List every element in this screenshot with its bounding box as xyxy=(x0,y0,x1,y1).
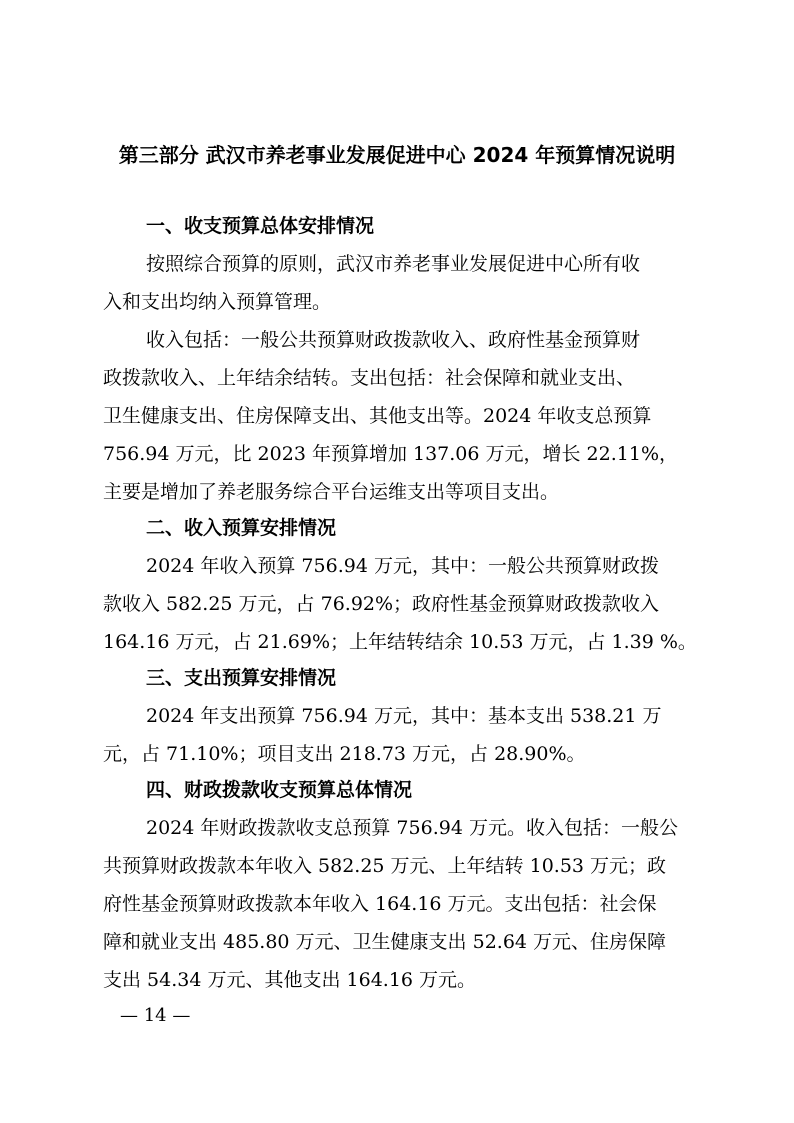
paragraph-line: 入和支出均纳入预算管理。 xyxy=(103,291,332,313)
paragraph-line: 2024 年财政拨款收支总预算 756.94 万元。收入包括：一般公 xyxy=(146,817,678,839)
paragraph-line: 卫生健康支出、住房保障支出、其他支出等。2024 年收支总预算 xyxy=(103,405,652,427)
paragraph-line: 2024 年收入预算 756.94 万元，其中：一般公共预算财政拨 xyxy=(146,555,659,577)
paragraph-line: 主要是增加了养老服务综合平台运维支出等项目支出。 xyxy=(103,481,560,503)
paragraph-line: 共预算财政拨款本年收入 582.25 万元、上年结转 10.53 万元；政 xyxy=(103,855,667,877)
paragraph-line: 2024 年支出预算 756.94 万元，其中：基本支出 538.21 万 xyxy=(146,705,662,727)
paragraph-line: 按照综合预算的原则，武汉市养老事业发展促进中心所有收 xyxy=(146,253,641,275)
section-heading-2: 二、收入预算安排情况 xyxy=(146,517,337,539)
page-number: — 14 — xyxy=(120,1005,191,1026)
paragraph-line: 政拨款收入、上年结余结转。支出包括：社会保障和就业支出、 xyxy=(103,367,636,389)
section-heading-3: 三、支出预算安排情况 xyxy=(146,667,337,689)
paragraph-line: 支出 54.34 万元、其他支出 164.16 万元。 xyxy=(103,969,477,991)
paragraph-line: 款收入 582.25 万元，占 76.92%；政府性基金预算财政拨款收入 xyxy=(103,593,660,615)
paragraph-line: 收入包括：一般公共预算财政拨款收入、政府性基金预算财 xyxy=(146,329,641,351)
paragraph-line: 障和就业支出 485.80 万元、卫生健康支出 52.64 万元、住房保障 xyxy=(103,931,667,953)
page-title: 第三部分 武汉市养老事业发展促进中心 2024 年预算情况说明 xyxy=(118,143,676,167)
paragraph-line: 元，占 71.10%；项目支出 218.73 万元，占 28.90%。 xyxy=(103,743,586,765)
paragraph-line: 164.16 万元，占 21.69%；上年结转结余 10.53 万元，占 1.39 %。 xyxy=(103,631,697,653)
section-heading-1: 一、收支预算总体安排情况 xyxy=(146,215,375,237)
paragraph-line: 府性基金预算财政拨款本年收入 164.16 万元。支出包括：社会保 xyxy=(103,893,657,915)
section-heading-4: 四、财政拨款收支预算总体情况 xyxy=(146,779,413,801)
paragraph-line: 756.94 万元，比 2023 年预算增加 137.06 万元，增长 22.11%， xyxy=(103,443,679,465)
